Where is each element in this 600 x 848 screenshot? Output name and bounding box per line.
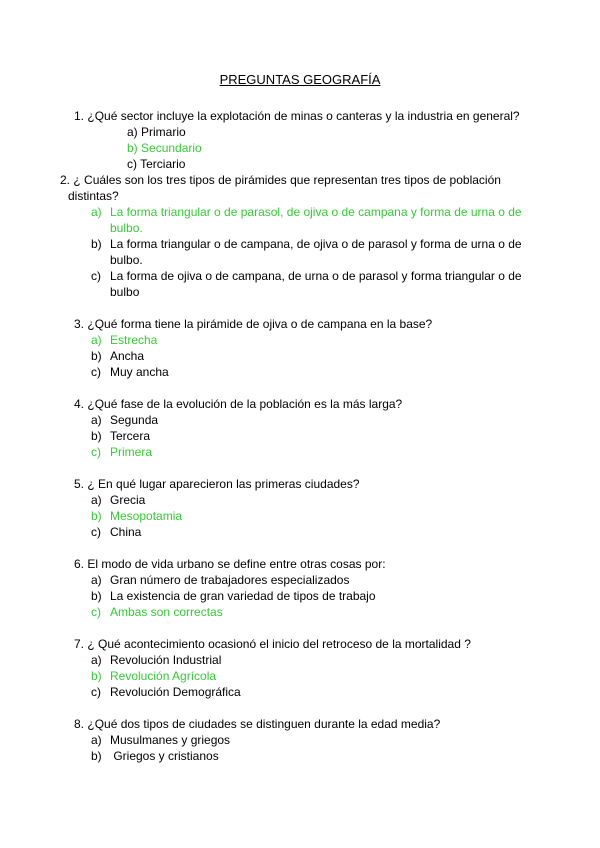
- page-title: PREGUNTAS GEOGRAFÍA: [219, 72, 381, 87]
- question-text: 7. ¿ Qué acontecimiento ocasionó el inicio del retroceso de la mortalidad ?: [74, 637, 471, 651]
- option: c): [91, 269, 101, 283]
- option: a) Grecia: [91, 493, 146, 507]
- option: c) China: [91, 525, 142, 539]
- option-text-cont: bulbo.: [110, 253, 143, 267]
- option: b) Ancha: [91, 349, 145, 363]
- option: a) Musulmanes y griegos: [91, 733, 231, 747]
- question-text: 5. ¿ En qué lugar aparecieron las primeras ciudades?: [74, 477, 360, 491]
- option-text: La forma triangular o de parasol, de ojiva o de campana y forma de urna o de: [110, 205, 522, 219]
- option: a) Primario: [127, 125, 186, 139]
- option: a) Gran número de trabajadores especializados: [91, 573, 350, 587]
- option: b) La existencia de gran variedad de tipos de trabajo: [91, 589, 376, 603]
- option-correct: c) Ambas son correctas: [91, 605, 223, 619]
- option-correct: a): [91, 205, 102, 219]
- option-correct: b) Mesopotamia: [91, 509, 183, 523]
- question-text: 3. ¿Qué forma tiene la pirámide de ojiva o de campana en la base?: [74, 317, 433, 331]
- option: b): [91, 237, 102, 251]
- question-text: 4. ¿Qué fase de la evolución de la población es la más larga?: [74, 397, 403, 411]
- option-text-cont: bulbo: [110, 285, 140, 299]
- option-text-cont: bulbo.: [110, 221, 143, 235]
- question-text: 6. El modo de vida urbano se define entre otras cosas por:: [74, 557, 386, 571]
- option: c) Revolución Demográfica: [91, 685, 241, 699]
- option: b) Tercera: [91, 429, 151, 443]
- option: c) Muy ancha: [91, 365, 169, 379]
- option: c) Terciario: [127, 157, 186, 171]
- question-text: 2. ¿ Cuáles son los tres tipos de pirámides que representan tres tipos de población: [60, 173, 501, 187]
- option-correct: b) Revolución Agrícola: [91, 669, 217, 683]
- option-correct: a) Estrecha: [91, 333, 158, 347]
- question-text: 8. ¿Qué dos tipos de ciudades se distinguen durante la edad media?: [74, 717, 441, 731]
- option-correct: c) Primera: [91, 445, 153, 459]
- option: a) Revolución Industrial: [91, 653, 222, 667]
- question-text: 1. ¿Qué sector incluye la explotación de minas o canteras y la industria en general?: [74, 109, 520, 123]
- option: b) Griegos y cristianos: [91, 749, 219, 763]
- option: a) Segunda: [91, 413, 159, 427]
- option-text: La forma de ojiva o de campana, de urna o de parasol y forma triangular o de: [110, 269, 522, 283]
- option-correct: b) Secundario: [127, 141, 202, 155]
- option-text: La forma triangular o de campana, de ojiva o de parasol y forma de urna o de: [110, 237, 522, 251]
- question-text-cont: distintas?: [68, 189, 119, 203]
